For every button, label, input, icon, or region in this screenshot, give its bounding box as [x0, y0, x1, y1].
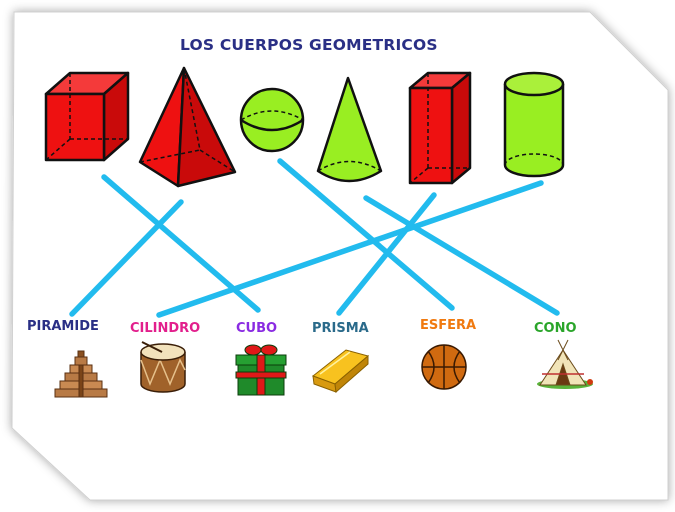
cylinder-shape	[505, 73, 563, 176]
label-esfera: ESFERA	[420, 318, 477, 333]
prism-shape	[410, 73, 470, 183]
basketball-icon	[422, 345, 466, 389]
cube-shape	[46, 73, 128, 160]
label-cubo: CUBO	[236, 321, 278, 336]
label-prisma: PRISMA	[312, 321, 369, 336]
sphere-shape	[241, 89, 303, 151]
label-cilindro: CILINDRO	[130, 321, 201, 336]
label-piramide: PIRAMIDE	[27, 319, 99, 334]
page-title: LOS CUERPOS GEOMETRICOS	[180, 36, 438, 54]
label-cono: CONO	[534, 321, 577, 336]
drum-icon	[141, 342, 185, 392]
